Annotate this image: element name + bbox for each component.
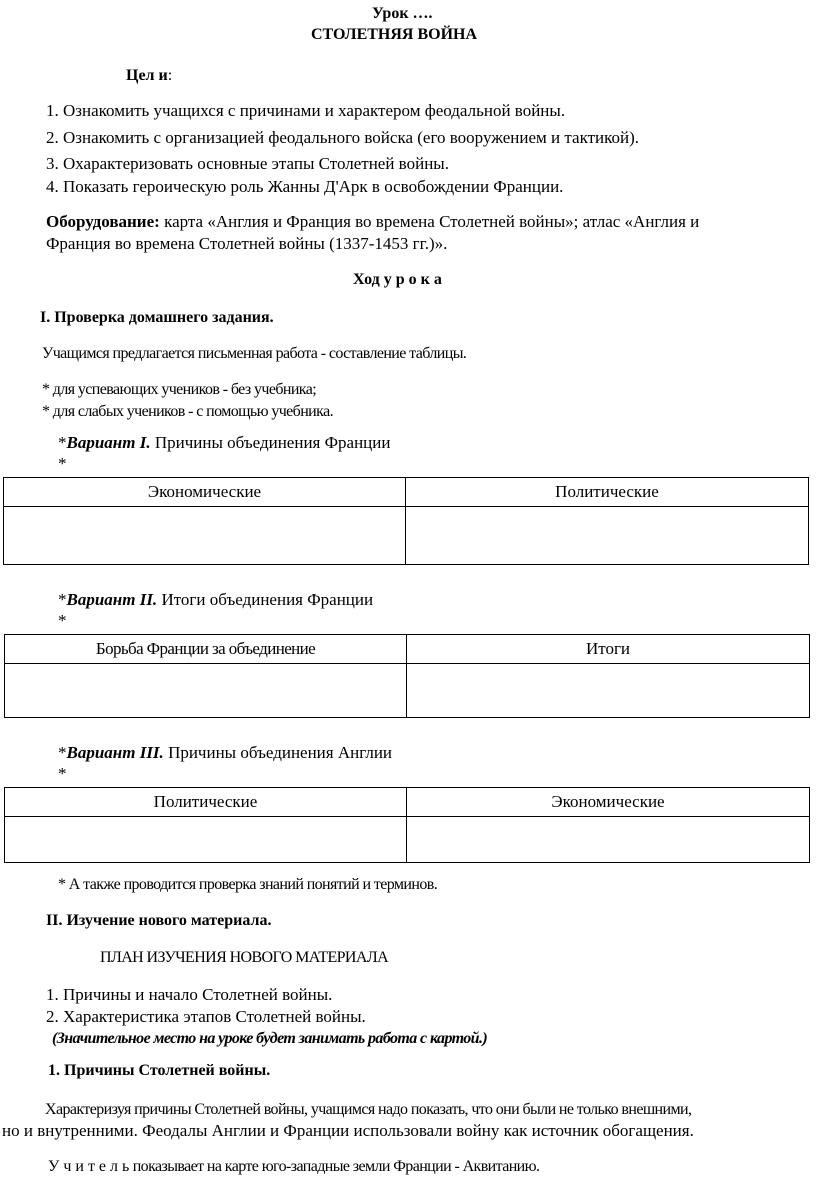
variant-2-heading [58,590,373,610]
table-header-cell: Экономические [407,788,810,817]
variant-3-text: Причины объединения Англии [163,743,393,762]
teacher-label: У ч и т е л ь [48,1158,130,1175]
variant-3-star-2: * [58,764,67,783]
bullet-1: * для успевающих учеников - без учебника; [42,381,317,398]
table-cell-input[interactable] [406,507,809,565]
equipment-label: Оборудование: [46,212,160,231]
plan-item-2: 2. Характеристика этапов Столетней войны. [46,1007,366,1026]
table-header-cell: Итоги [407,635,810,664]
variant-2-text: Итоги объединения Франции [157,590,374,609]
variant-1-star: * [58,433,67,452]
plan-title: ПЛАН ИЗУЧЕНИЯ НОВОГО МАТЕРИАЛА [100,949,389,966]
table-header-row [4,478,809,507]
table-cell-input[interactable] [4,507,406,565]
paragraph-line-1: Характеризуя причины Столетней войны, учащимся надо показать, что они были не только внешними, [45,1101,692,1118]
variant-3-table [4,787,810,863]
goals-heading [126,66,172,85]
variant-1-star-2: * [58,454,67,473]
table-cell-input[interactable] [5,664,407,718]
variant-1-heading [58,433,390,453]
terms-note: * А также проводится проверка знаний понятий и терминов. [58,876,438,893]
goal-item-4: 4. Показать героическую роль Жанны Д'Арк в освобождении Франции. [46,177,564,196]
equipment-line-1 [46,212,699,232]
bullet-2: * для слабых учеников - с помощью учебника. [42,403,333,420]
table-header-row [5,788,810,817]
section-1-intro: Учащимся предлагается письменная работа - составление таблицы. [42,345,467,362]
table-row [4,507,809,565]
page-title: СТОЛЕТНЯЯ ВОЙНА [311,26,478,43]
table-row [5,664,810,718]
map-note: (Значительное место на уроке будет занимать работа с картой.) [52,1030,488,1047]
plan-item-1: 1. Причины и начало Столетней войны. [46,985,333,1004]
lesson-number: Урок …. [372,5,433,22]
table-cell-input[interactable] [407,817,810,863]
variant-1-text: Причины объединения Франции [150,433,391,452]
variant-2-star-2: * [58,611,67,630]
teacher-line [48,1157,539,1176]
table-header-cell: Политические [406,478,809,507]
variant-2-label: Вариант II. [66,590,158,609]
variant-3-heading [58,743,392,763]
table-header-cell: Борьба Франции за объединение [5,635,407,664]
variant-1-table [3,477,809,565]
goals-colon: : [167,67,173,84]
paragraph-line-2: но и внутренними. Феодалы Англии и Франции использовали войну как источник обогащения. [2,1121,694,1140]
variant-2-table [4,634,810,718]
goal-item-1: 1. Ознакомить учащихся с причинами и характером феодальной войны. [46,101,566,120]
equipment-line-2: Франция во времена Столетней войны (1337-1453 гг.)». [46,234,448,253]
table-row [5,817,810,863]
variant-2-star: * [58,590,67,609]
variant-3-label: Вариант III. [66,743,164,762]
subsection-1-title: 1. Причины Столетней войны. [48,1062,271,1079]
equipment-text: карта «Англия и Франция во времена Столетней войны»; атлас «Англия и [159,212,700,231]
table-header-cell: Политические [5,788,407,817]
section-1-title: I. Проверка домашнего задания. [40,309,274,326]
teacher-text: показывает на карте юго-западные земли Франции - Аквитанию. [129,1158,540,1175]
table-cell-input[interactable] [407,664,810,718]
goal-item-3: 3. Охарактеризовать основные этапы Столетней войны. [46,154,449,173]
goal-item-2: 2. Ознакомить с организацией феодального войска (его вооружением и тактикой). [46,128,640,147]
section-2-title: II. Изучение нового материала. [46,912,272,929]
variant-3-star: * [58,743,67,762]
variant-1-label: Вариант I. [66,433,151,452]
table-cell-input[interactable] [5,817,407,863]
goals-label: Цел и [126,67,168,84]
table-header-row [5,635,810,664]
lesson-course-heading: Ход у р о к а [353,271,442,288]
table-header-cell: Экономические [4,478,406,507]
